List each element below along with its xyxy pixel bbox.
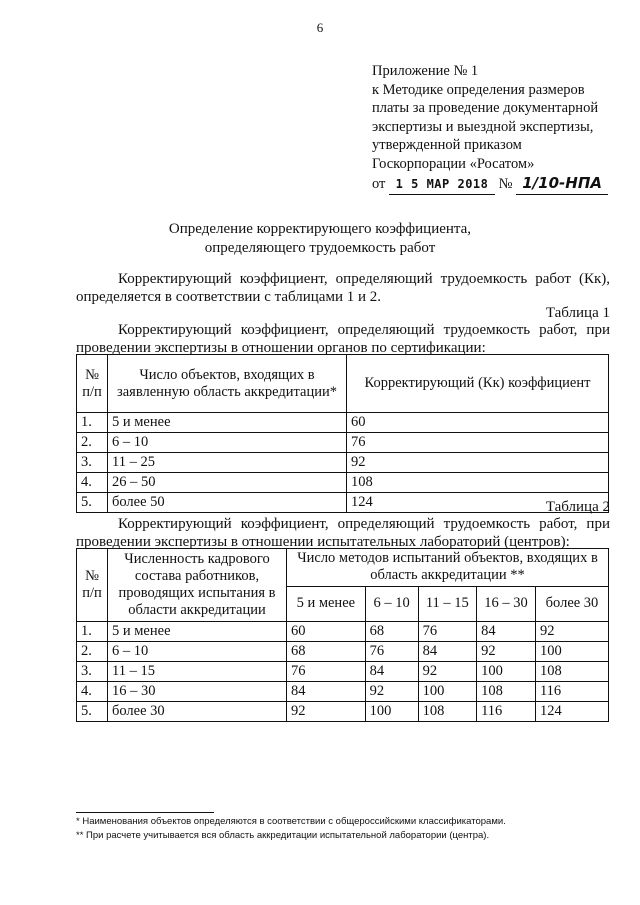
appendix-line: платы за проведение документарной <box>372 100 599 116</box>
appendix-block <box>372 62 632 195</box>
table-cell: 108 <box>347 473 609 493</box>
table-subheader: 6 – 10 <box>365 586 418 622</box>
table-row <box>77 622 609 642</box>
table-cell: 84 <box>477 622 536 642</box>
table-cell: 68 <box>365 622 418 642</box>
table-cell: 76 <box>365 642 418 662</box>
table-row <box>77 662 609 682</box>
table-cell: 92 <box>418 662 476 682</box>
table-cell: 2. <box>77 433 108 453</box>
table-cell: 1. <box>77 413 108 433</box>
page-number: 6 <box>316 20 324 35</box>
table-cell: 76 <box>418 622 476 642</box>
table-row <box>77 433 609 453</box>
table-cell: 3. <box>77 662 108 682</box>
date-prefix: от <box>372 176 386 192</box>
section-heading <box>0 220 640 258</box>
table-cell: 108 <box>477 682 536 702</box>
table-cell: 68 <box>287 642 366 662</box>
document-number: 1/10-НПА <box>522 174 602 192</box>
table-cell: 6 – 10 <box>108 433 347 453</box>
table-cell: 5. <box>77 702 108 722</box>
table-cell: 116 <box>535 682 608 702</box>
number-prefix: № <box>498 176 513 192</box>
table-cell: 6 – 10 <box>108 642 287 662</box>
table-header-row <box>77 355 609 413</box>
table-header: Число объектов, входящих в заявленную область аккредитации* <box>108 355 347 413</box>
appendix-line: Госкорпорации «Росатом» <box>372 155 535 172</box>
heading-line-1: Определение корректирующего коэффициента, <box>168 221 472 237</box>
table-row <box>77 453 609 473</box>
table-cell: 11 – 25 <box>108 453 347 473</box>
table-cell: 100 <box>365 702 418 722</box>
table-cell: более 30 <box>108 702 287 722</box>
table-cell: 5 и менее <box>108 413 347 433</box>
table-cell: более 50 <box>108 493 347 513</box>
table-cell: 26 – 50 <box>108 473 347 493</box>
table-header: № п/п <box>77 355 108 413</box>
table-cell: 108 <box>535 662 608 682</box>
table-cell: 2. <box>77 642 108 662</box>
table-row <box>77 702 609 722</box>
table-row <box>77 642 609 662</box>
date-stamp: 1 5 МАР 2018 <box>395 177 489 191</box>
table-cell: 92 <box>287 702 366 722</box>
table-cell: 4. <box>77 473 108 493</box>
table-cell: 92 <box>347 453 609 473</box>
table-row <box>77 682 609 702</box>
table-subheader: 5 и менее <box>287 586 366 622</box>
table-subheader: более 30 <box>535 586 608 622</box>
table1-caption: Корректирующий коэффициент, определяющий трудоемкость работ, при проведении экспертизы в отношении органов по сертификации: <box>76 322 610 356</box>
table-cell: 3. <box>77 453 108 473</box>
table-cell: 92 <box>535 622 608 642</box>
table-row <box>77 473 609 493</box>
table-cell: 108 <box>418 702 476 722</box>
table-cell: 60 <box>287 622 366 642</box>
table1 <box>76 354 609 513</box>
table-subheader: 16 – 30 <box>477 586 536 622</box>
table-subheader: 11 – 15 <box>418 586 476 622</box>
table-cell: 4. <box>77 682 108 702</box>
table-row <box>77 493 609 513</box>
table-header-row <box>77 549 609 587</box>
table-header: Корректирующий (Кк) коэффициент <box>347 355 609 413</box>
table-cell: 100 <box>418 682 476 702</box>
table1-label: Таблица 1 <box>545 305 610 321</box>
table2-caption: Корректирующий коэффициент, определяющий трудоемкость работ, при проведении экспертизы в отношении испытательных лабораторий (центров): <box>76 516 610 550</box>
table-header: № п/п <box>77 549 108 622</box>
intro-paragraph: Корректирующий коэффициент, определяющий трудоемкость работ (Кк), определяется в соответствии с таблицами 1 и 2. <box>76 271 610 305</box>
table-cell: 84 <box>418 642 476 662</box>
table-cell: 124 <box>535 702 608 722</box>
appendix-line: Приложение № 1 <box>372 63 479 79</box>
appendix-line: к Методике определения размеров <box>372 81 585 98</box>
table-cell: 1. <box>77 622 108 642</box>
table2 <box>76 548 609 722</box>
table2-label: Таблица 2 <box>545 499 610 515</box>
table-cell: 60 <box>347 413 609 433</box>
table-cell: 92 <box>477 642 536 662</box>
table-cell: 76 <box>287 662 366 682</box>
table-cell: 100 <box>477 662 536 682</box>
table-cell: 5. <box>77 493 108 513</box>
footnote-divider <box>76 812 214 813</box>
table-cell: 100 <box>535 642 608 662</box>
appendix-line: утвержденной приказом <box>372 137 522 153</box>
table-cell: 84 <box>287 682 366 702</box>
table-cell: 124 <box>347 493 609 513</box>
table-cell: 92 <box>365 682 418 702</box>
table-row <box>77 413 609 433</box>
footnote-1: * Наименования объектов определяются в соответствии с общероссийскими классификаторами. <box>76 816 506 827</box>
appendix-date-line <box>372 174 632 195</box>
table-header: Численность кадрового состава работников, проводящих испытания в области аккредитации <box>108 549 287 622</box>
table-cell: 116 <box>477 702 536 722</box>
table-cell: 11 – 15 <box>108 662 287 682</box>
table-cell: 76 <box>347 433 609 453</box>
heading-line-2: определяющего трудоемкость работ <box>204 240 436 256</box>
appendix-line: экспертизы и выездной экспертизы, <box>372 118 594 135</box>
table-cell: 16 – 30 <box>108 682 287 702</box>
footnote-2: ** При расчете учитывается вся область аккредитации испытательной лаборатории (центра). <box>76 830 490 841</box>
table-cell: 5 и менее <box>108 622 287 642</box>
table-header: Число методов испытаний объектов, входящих в область аккредитации ** <box>287 549 609 587</box>
table-cell: 84 <box>365 662 418 682</box>
